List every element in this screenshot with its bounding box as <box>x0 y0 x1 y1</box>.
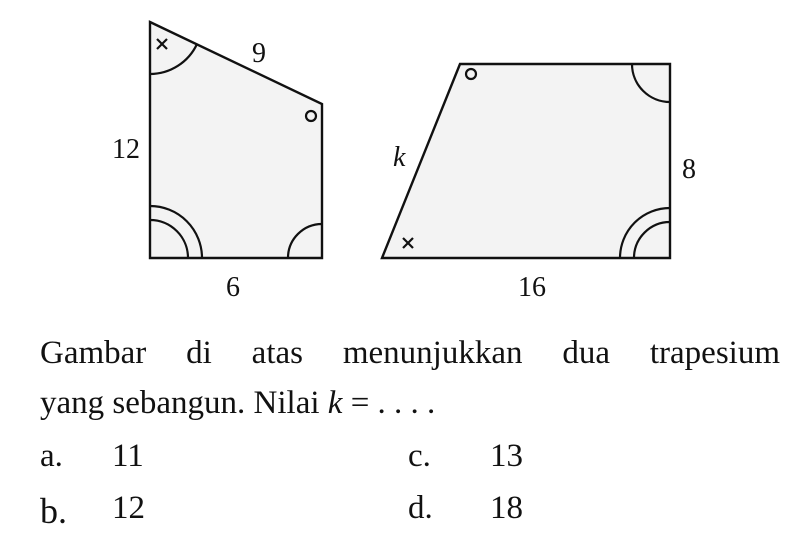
option-c-value[interactable]: 13 <box>490 438 523 474</box>
question-line-2 <box>40 378 780 428</box>
option-b-letter[interactable]: b. <box>40 491 67 531</box>
option-b-value[interactable]: 12 <box>112 490 145 526</box>
left-bottom-label: 6 <box>226 272 240 303</box>
option-d-value[interactable]: 18 <box>490 490 523 526</box>
option-d-letter[interactable]: d. <box>408 490 433 526</box>
right-slant-label: k <box>393 142 406 173</box>
option-a-value[interactable]: 11 <box>112 438 144 474</box>
left-top-label: 9 <box>252 38 266 69</box>
left-trapezoid <box>112 22 322 303</box>
option-a-letter[interactable]: a. <box>40 438 63 474</box>
question-line-2-suffix: = . . . . <box>342 385 436 421</box>
question-variable: k <box>327 385 343 421</box>
question-line-1: Gambar di atas menunjukkan dua trapesium <box>40 335 780 371</box>
left-side-label: 12 <box>112 134 140 165</box>
right-trapezoid-shape <box>382 64 670 258</box>
question-text <box>40 328 780 428</box>
right-trapezoid <box>382 64 696 303</box>
question-line-2-prefix: yang sebangun. Nilai <box>40 385 328 421</box>
option-c-letter[interactable]: c. <box>408 438 431 474</box>
right-bottom-label: 16 <box>518 272 546 303</box>
right-side-label: 8 <box>682 154 696 185</box>
left-trapezoid-shape <box>150 22 322 258</box>
